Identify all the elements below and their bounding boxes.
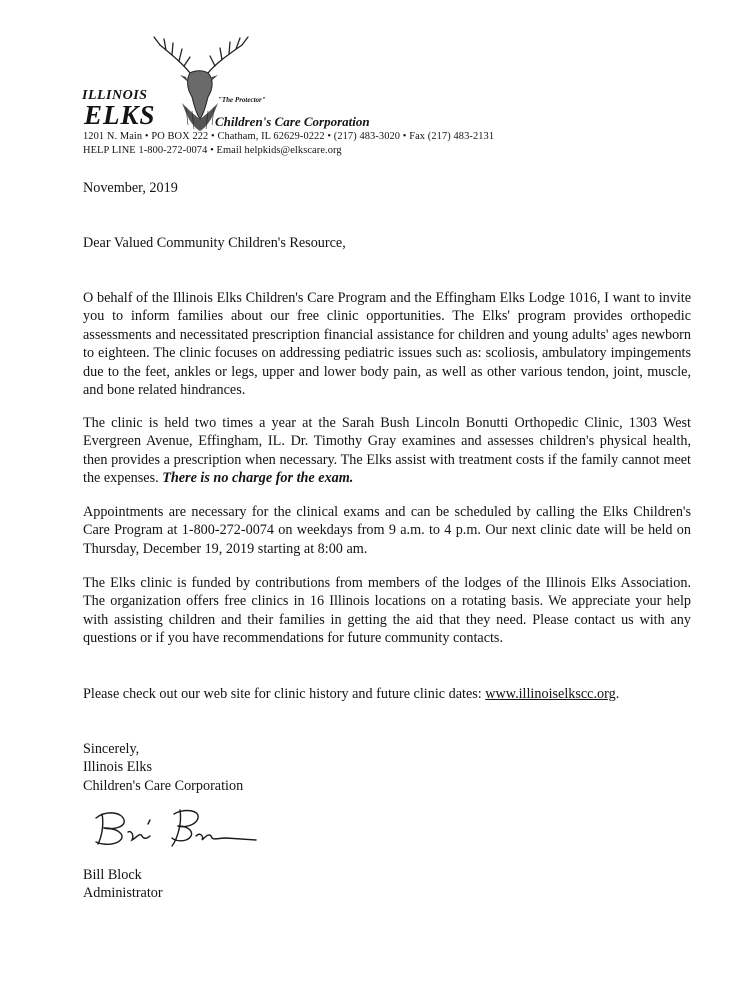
helpline-line: HELP LINE 1-800-272-0074 • Email helpkids@elkscare.org (83, 145, 342, 156)
closing-line: Illinois Elks (83, 759, 152, 776)
website-period: . (615, 686, 620, 702)
address-line: 1201 N. Main • PO BOX 222 • Chatham, IL 62629-0222 • (217) 483-3020 • Fax (217) 483-2131 (83, 131, 495, 142)
protector-caption: "The Protector" (218, 96, 266, 104)
letter-date: November, 2019 (83, 180, 178, 196)
website-link[interactable]: www.illinoiselkscc.org (485, 686, 616, 702)
handwritten-signature (88, 802, 258, 858)
paragraph-funding: The Elks clinic is funded by contributions from members of the lodges of the Illinois Elks Association. The organization offers free clinics in 16 Illinois locations on a rotating basis. We appreciate your help with assisting children and their families in getting the aid that they need. Please contact us with any questions or if you have recommendations for future community contacts. (83, 575, 691, 647)
signer-block (83, 866, 163, 903)
closing-block (83, 740, 243, 795)
website-line (83, 686, 619, 703)
salutation: Dear Valued Community Children's Resource, (83, 235, 346, 251)
paragraph-intro: O behalf of the Illinois Elks Children's Care Program and the Effingham Elks Lodge 1016, I want to invite you to inform families about our free clinic opportunities. The Elks' program provides orthopedic assessments and necessitated prescription financial assistance for children and young adults' ages newborn to eighteen. The clinic focuses on addressing pediatric issues such as: scoliosis, ambulatory impingements due to the feet, ankles or legs, upper and lower body pain, as well as other various tendon, joint, muscle, and bone related hindrances. (83, 290, 691, 399)
website-text: Please check out our web site for clinic history and future clinic dates: (83, 686, 486, 702)
corporation-name: Children's Care Corporation (215, 114, 370, 129)
no-charge-emphasis: There is no charge for the exam. (162, 470, 354, 487)
closing-line: Sincerely, (83, 741, 140, 757)
paragraph-clinic-text: The clinic is held two times a year at the Sarah Bush Lincoln Bonutti Orthopedic Clinic, 1303 West Evergreen Avenue, Effingham, IL. Dr. Timothy Gray examines and assesses children's physical health, then provides a prescription when necessary. The Elks assist with treatment costs if the family cannot meet the expenses. (83, 415, 691, 487)
logo-elks-text: ELKS (84, 100, 156, 130)
paragraph-appointments: Appointments are necessary for the clinical exams and can be scheduled by calling the Elks Children's Care Program at 1-800-272-0074 on weekdays from 9 a.m. to 4 p.m. Our next clinic date will be held on Thursday, December 19, 2019 starting at 8:00 am. (83, 504, 691, 557)
signer-title: Administrator (83, 885, 163, 902)
paragraph-clinic (83, 414, 691, 488)
logo-illinois-text: ILLINOIS (82, 88, 148, 103)
signer-name: Bill Block (83, 867, 142, 883)
closing-line: Children's Care Corporation (83, 777, 244, 794)
